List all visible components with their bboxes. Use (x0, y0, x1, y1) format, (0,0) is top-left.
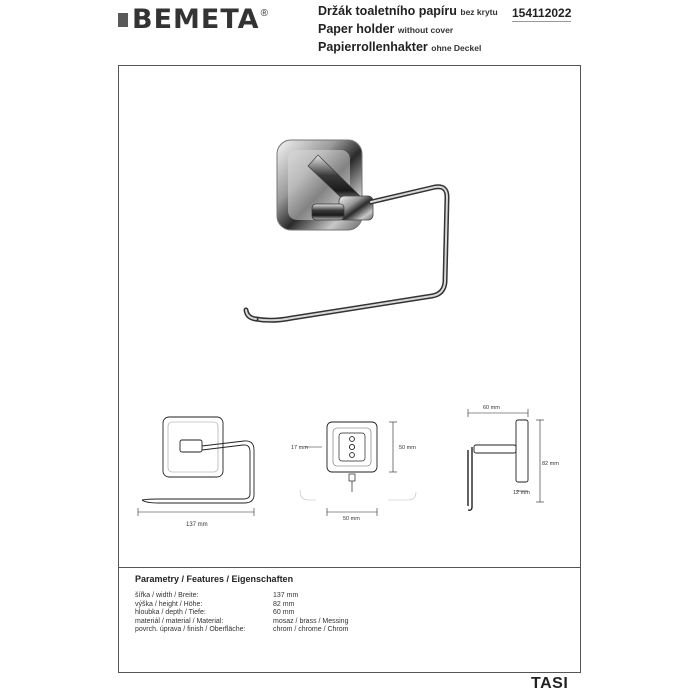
features-section (135, 574, 565, 635)
side-base-label: 12 mm (513, 490, 530, 496)
feature-value: 137 mm (273, 592, 299, 599)
front-view-drawing (138, 417, 254, 528)
features-table (135, 592, 565, 635)
front-width-label: 137 mm (186, 522, 208, 528)
wall-plate-drawing (291, 422, 416, 522)
feature-row (135, 609, 565, 618)
product-photo (246, 140, 447, 320)
side-view-drawing (468, 405, 559, 510)
feature-label: hloubka / depth / Tiefe: (135, 609, 206, 617)
feature-value: chrom / chrome / Chrom (273, 626, 349, 634)
feature-label: povrch. úprava / finish / Oberfläche: (135, 626, 246, 634)
screw-spacing-label: 17 mm (291, 445, 308, 451)
model-name: TASI (531, 675, 569, 692)
title-english: Paper holder without cover (318, 22, 454, 36)
product-code: 154112022 (512, 6, 572, 20)
wall-height-label: 50 mm (399, 445, 416, 451)
wall-width-label: 50 mm (343, 516, 360, 522)
brand-name: BEMETA (132, 3, 260, 35)
feature-label: výška / height / Höhe: (135, 600, 203, 608)
feature-value: 82 mm (273, 600, 295, 608)
side-height-label: 82 mm (542, 461, 559, 467)
title-czech: Držák toaletního papíru bez krytu (318, 4, 498, 18)
feature-row (135, 601, 565, 610)
feature-label: šířka / width / Breite: (135, 592, 199, 599)
feature-row (135, 626, 565, 635)
title-german: Papierrollenhakter ohne Deckel (318, 40, 482, 54)
feature-label: materiál / material / Material: (135, 617, 224, 625)
feature-value: mosaz / brass / Messing (273, 617, 349, 625)
feature-value: 60 mm (273, 609, 295, 617)
feature-row (135, 592, 565, 601)
registered-mark: ® (260, 7, 268, 19)
feature-row (135, 618, 565, 627)
side-depth-label: 60 mm (483, 405, 500, 411)
features-heading: Parametry / Features / Eigenschaften (135, 574, 294, 584)
